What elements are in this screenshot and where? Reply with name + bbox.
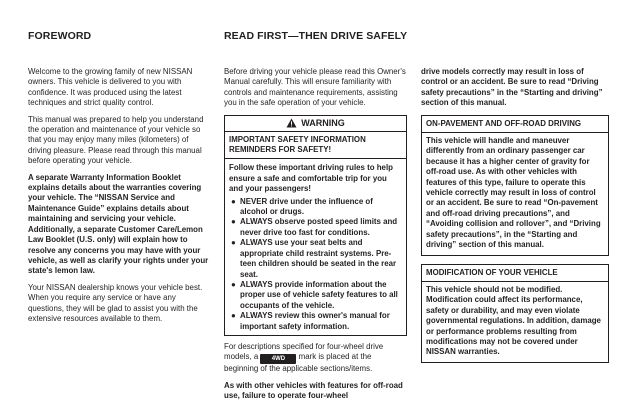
column-read-first — [224, 67, 407, 408]
welcome-paragraph: Welcome to the growing family of new NISSAN owners. This vehicle is delivered to you with confidence. It was produced using the latest techniques and strict quality control. — [28, 67, 193, 108]
warning-body — [225, 132, 406, 335]
read-first-heading: READ FIRST—THEN DRIVE SAFELY — [224, 30, 408, 42]
four-wheel-drive-icon: 4WD — [260, 354, 296, 364]
warning-lead: Follow these important driving rules to help ensure a safe and comfortable trip for you and your passengers! — [229, 163, 393, 194]
warning-box — [224, 115, 407, 336]
on-pavement-title: ON-PAVEMENT AND OFF-ROAD DRIVING — [422, 116, 608, 133]
list-item: ● ALWAYS provide information about the proper use of vehicle safety features to all occupants of the vehicle. — [231, 279, 398, 310]
list-item: ● ALWAYS observe posted speed limits and never drive too fast for conditions. — [231, 217, 398, 237]
column-offroad — [421, 67, 609, 371]
bullet-icon: ● — [231, 238, 236, 248]
warning-triangle-icon — [286, 118, 297, 128]
manual-purpose-paragraph: This manual was prepared to help you understand the operation and maintenance of your vehicle so that you may enjoy many miles (kilometers) of driving pleasure. Please read through this manual before operating your vehicle. — [28, 114, 204, 166]
bullet-icon: ● — [231, 279, 236, 289]
safety-rules-list — [229, 197, 402, 332]
modification-box — [421, 264, 609, 363]
bullet-icon: ● — [231, 196, 236, 206]
dealership-paragraph: Your NISSAN dealership knows your vehicle best. When you require any service or have any questions, they will be glad to assist you with the extensive resources available to them. — [28, 282, 203, 323]
modification-title: MODIFICATION OF YOUR VEHICLE — [422, 265, 608, 282]
list-item: ● ALWAYS review this owner's manual for important safety information. — [231, 311, 390, 331]
column-foreword — [28, 67, 212, 330]
offroad-lead-paragraph: As with other vehicles with features for off-road use, failure to operate four-wheel — [224, 380, 403, 401]
warning-title: IMPORTANT SAFETY INFORMATION REMINDERS FOR SAFETY! — [225, 135, 406, 160]
foreword-heading: FOREWORD — [28, 30, 92, 42]
offroad-continued-paragraph: drive models correctly may result in loss of control or an accident. Be sure to read “Driving safety precautions” in the “Starting and driving” section of this manual. — [421, 67, 603, 108]
modification-body: This vehicle should not be modified. Modification could affect its performance, safety or durability, and may even violate governmental regulations. In addition, damage or performance problems resulting from modifications may not be covered under NISSAN warranties. — [426, 284, 601, 357]
list-item: ● ALWAYS use your seat belts and appropriate child restraint systems. Pre-teen children should be seated in the rear seat. — [231, 238, 397, 279]
warning-label: WARNING — [301, 117, 345, 128]
warning-header — [225, 116, 406, 132]
on-pavement-body: This vehicle will handle and maneuver differently from an ordinary passenger car because it has a higher center of gravity for off-road use. As with other vehicles with features of this type, failure to operate this vehicle correctly may result in loss of control or an accident. Be sure to read “On-pavement and off-road driving precautions”, and “Avoiding collision and rollover”, and “Driving safety precautions”, in the “Starting and driving” section of this manual. — [426, 136, 601, 250]
four-wheel-drive-paragraph: For descriptions specified for four-wheel drive models, a 4WD mark is placed at the beginning of the applicable sections/items. — [224, 341, 384, 374]
bullet-icon: ● — [231, 311, 236, 321]
warranty-paragraph: A separate Warranty Information Booklet explains details about the warranties covering your vehicle. The “NISSAN Service and Maintenance Guide” explains details about maintaining and servicing your vehicle. Additionally, a separate Customer Care/Lemon Law Booklet (U.S. only) will explain how to resolve any concerns you may have with your vehicle, as well as clarify your rights under your state's lemon law. — [28, 172, 209, 276]
intro-paragraph: Before driving your vehicle please read this Owner's Manual carefully. This will ensure familiarity with controls and maintenance requirements, assisting you in the safe operation of your vehicle. — [224, 67, 406, 108]
on-pavement-box — [421, 115, 609, 256]
bullet-icon: ● — [231, 217, 236, 227]
list-item: ● NEVER drive under the influence of alcohol or drugs. — [231, 196, 373, 217]
